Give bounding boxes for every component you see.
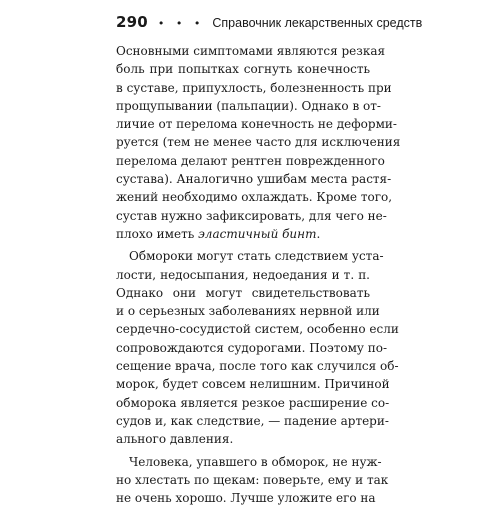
running-header — [116, 13, 422, 35]
text-line: боль при попытках согнуть конечность — [116, 62, 370, 77]
main-text — [116, 42, 401, 507]
text-line: в суставе, припухлость, болезненность при — [116, 80, 392, 95]
text-line: и о серьезных заболеваниях нервной или — [116, 304, 380, 319]
text-line: сустава). Аналогично ушибам места растя- — [116, 172, 392, 187]
text-fragment: плохо иметь — [116, 226, 199, 241]
text-line: Человека, упавшего в обморок, не нуж- — [129, 454, 382, 469]
text-line: Обмороки могут стать следствием уста- — [129, 249, 384, 264]
header-separator: • • • — [157, 17, 205, 30]
text-line: сустав нужно зафиксировать, для чего не- — [116, 208, 387, 223]
emphasis-term: эластичный бинт — [198, 226, 317, 241]
text-line: сердечно-сосудистой систем, особенно если — [116, 322, 399, 337]
text-line: Однако они могут свидетельствовать — [116, 285, 370, 300]
text-line: ального давления. — [116, 432, 234, 447]
text-line: жений необходимо охлаждать. Кроме того, — [116, 190, 393, 205]
text-line: лости, недосыпания, недоедания и т. п. — [116, 267, 370, 282]
text-line: прощупывании (пальпации). Однако в от- — [116, 98, 381, 113]
page-number: 290 — [116, 13, 148, 31]
paragraph-first-aid — [116, 453, 389, 507]
paragraph-fainting — [116, 247, 399, 448]
text-line: обморока является резкое расширение со- — [116, 395, 390, 410]
text-line: Основными симптомами являются резкая — [116, 44, 386, 58]
text-line: перелома делают рентген поврежденного — [116, 153, 385, 168]
text-line: но хлестать по щекам: поверьте, ему и так — [116, 472, 389, 487]
text-line: руется (тем не менее часто для исключения — [116, 135, 401, 150]
book-title: Справочник лекарственных средств — [212, 16, 423, 30]
text-fragment: . — [316, 226, 321, 241]
text-line: морок, будет совсем нелишним. Причиной — [116, 377, 390, 392]
text-line: сещение врача, после того как случился об- — [116, 359, 399, 374]
text-line: личие от перелома конечность не деформи- — [116, 117, 397, 132]
text-line: не очень хорошо. Лучше уложите его на — [116, 491, 376, 506]
text-line: сопровождаются судорогами. Поэтому по- — [116, 340, 388, 355]
paragraph-sprain — [116, 42, 401, 243]
text-line — [116, 225, 370, 243]
text-line: судов и, как следствие, — падение артери- — [116, 413, 389, 428]
